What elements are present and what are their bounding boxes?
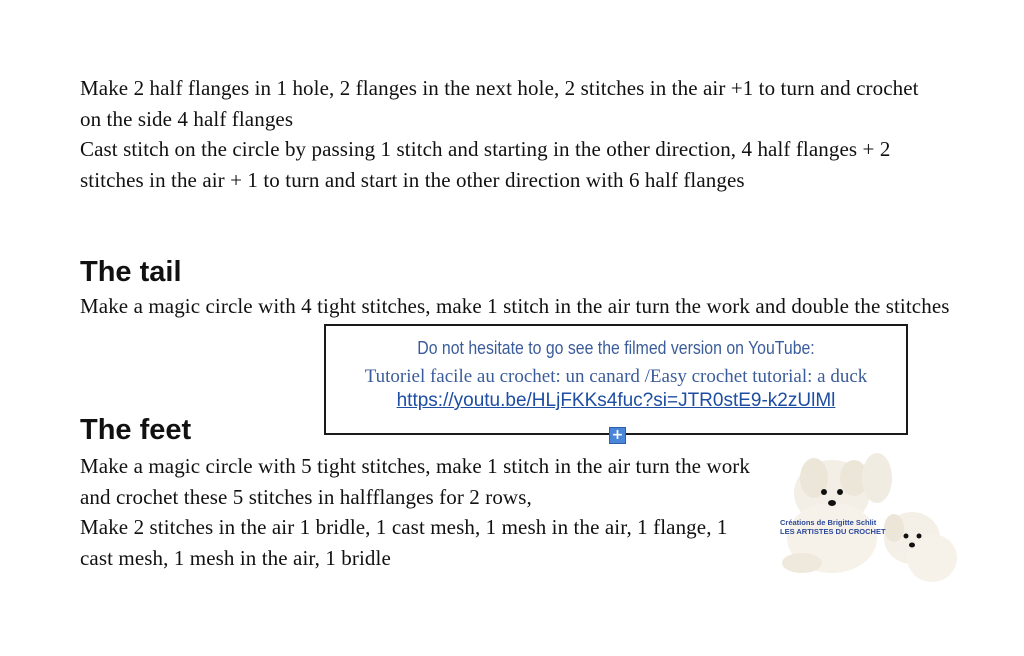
tail-heading: The tail <box>80 256 182 288</box>
youtube-link[interactable]: https://youtu.be/HLjFKKs4fuc?si=JTR0stE9-k2zUlMl <box>396 390 836 411</box>
add-element-handle[interactable]: + <box>609 427 626 444</box>
intro-paragraph: Make 2 half flanges in 1 hole, 2 flanges in the next hole, 2 stitches in the air +1 to turn and crochet on the side 4 half flanges Cast stitch on the circle by passing 1 stitch and starting in the other direction, 4 half flanges + 2 stitches in the air + 1 to turn and start in the other direction with 6 half flanges <box>80 76 919 192</box>
callout-video-title: Tutoriel facile au crochet: un canard /Easy crochet tutorial: a duck <box>364 366 868 387</box>
tail-paragraph: Make a magic circle with 4 tight stitches, make 1 stitch in the air turn the work and double the stitches <box>80 294 950 318</box>
callout-intro-text: Do not hesitate to go see the filmed version on YouTube: <box>417 338 815 358</box>
feet-heading: The feet <box>80 414 192 446</box>
youtube-callout-box[interactable] <box>324 324 908 435</box>
photo-watermark-brand: LES ARTISTES DU CROCHET <box>780 527 886 536</box>
photo-watermark-author: Créations de Brigitte Schlit <box>780 518 877 527</box>
feet-paragraph: Make a magic circle with 5 tight stitches, make 1 stitch in the air turn the work and crochet these 5 stitches in halfflanges for 2 rows, Make 2 stitches in the air 1 bridle, 1 cast mesh, 1 mesh in the air, 1 flange, 1 cast mesh, 1 mesh in the air, 1 bridle <box>80 454 750 570</box>
